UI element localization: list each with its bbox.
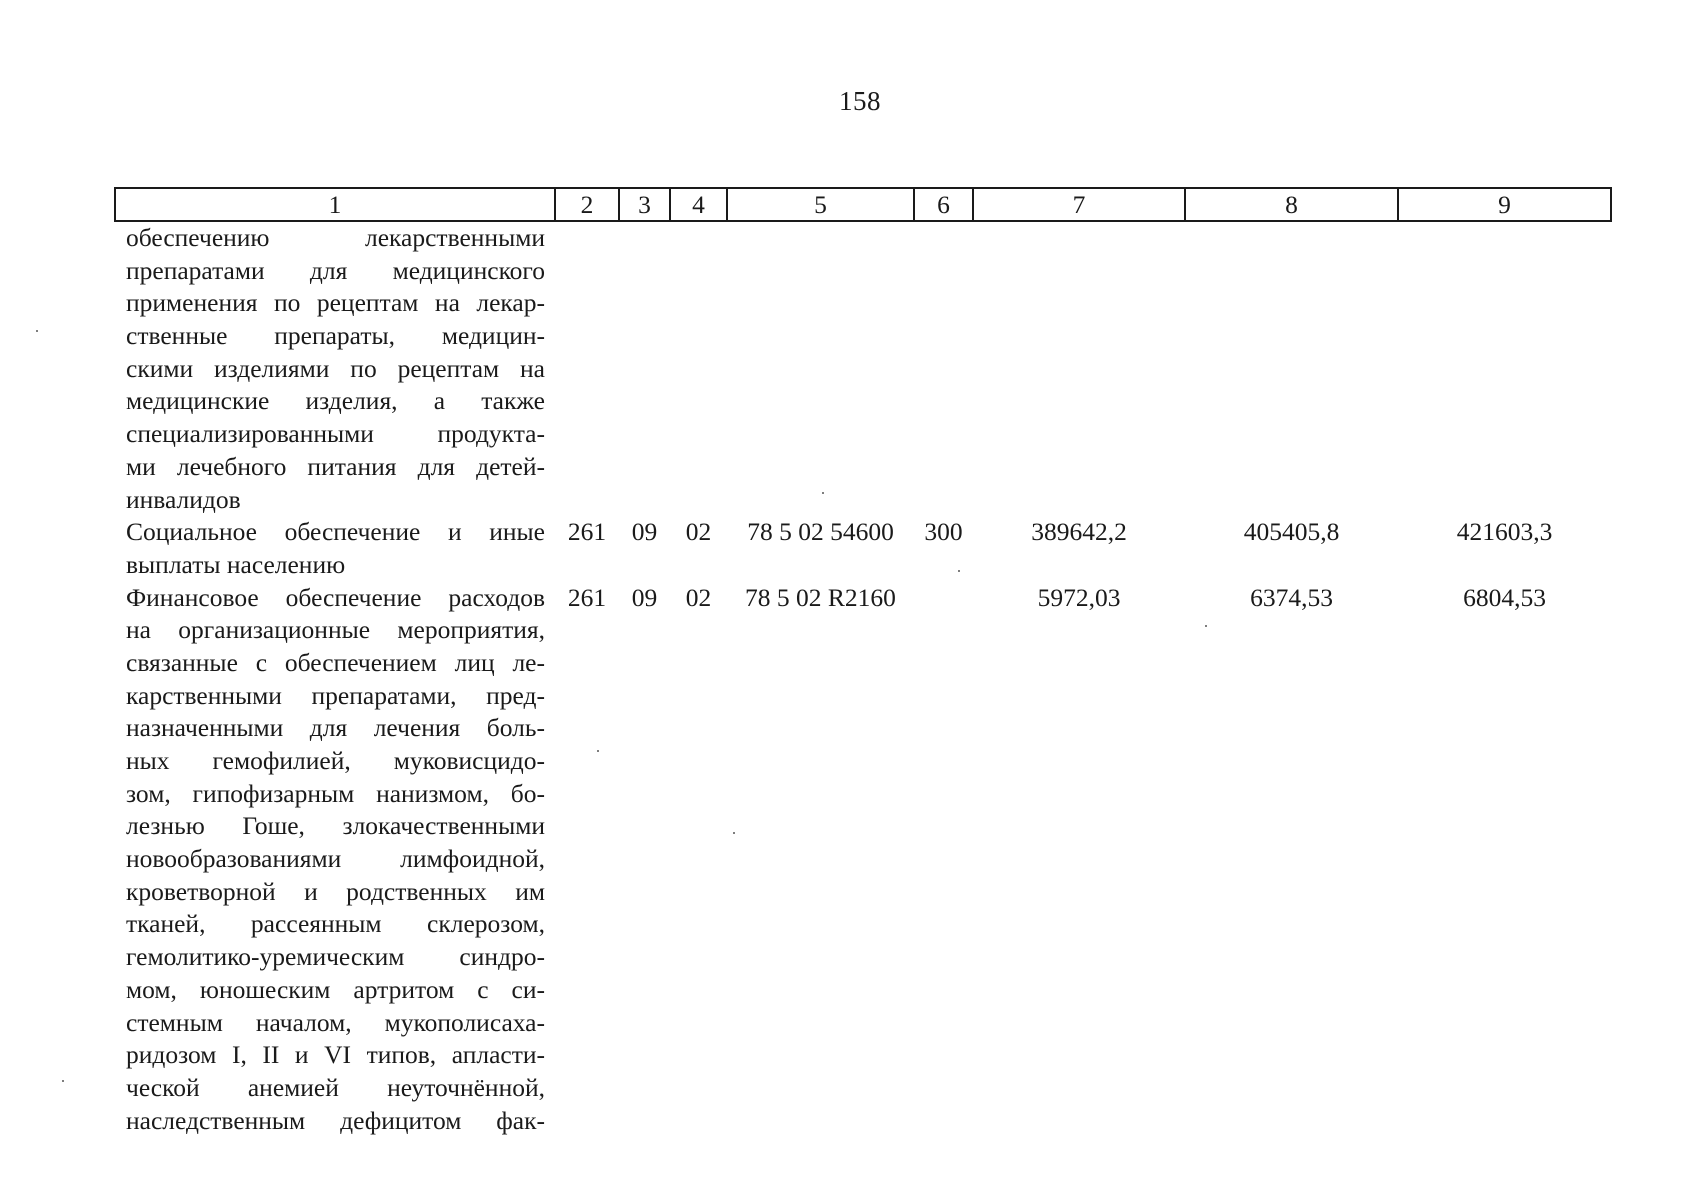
description-line: наследственным дефицитом фак-: [126, 1105, 545, 1135]
cell-col-6: [914, 221, 973, 516]
header-cell-8: 8: [1185, 188, 1398, 221]
cell-col-4: [670, 221, 727, 516]
description-line: гемолитико-уремическим синдро-: [126, 942, 545, 972]
cell-col-5: 78 5 02 R2160: [745, 582, 896, 612]
budget-table: [114, 187, 1612, 1137]
row-description: [115, 582, 555, 1138]
header-row: [115, 188, 1611, 221]
description-line: ных гемофилией, муковисцидо-: [126, 746, 545, 775]
cell-col-4: 02: [685, 582, 712, 612]
description-line: мом, юношеским артритом с си-: [126, 974, 545, 1004]
scan-speck: [733, 832, 735, 834]
description-line: специализированными продукта-: [126, 419, 545, 449]
scan-speck: [958, 570, 960, 572]
cell-col-6: [914, 582, 973, 1138]
table-body: [115, 221, 1611, 1137]
cell-col-2: 261: [567, 582, 607, 612]
scan-speck: [822, 492, 824, 494]
scan-speck: [597, 750, 599, 752]
scan-speck: [62, 1080, 64, 1082]
header-cell-3: 3: [619, 188, 670, 221]
description-line: инвалидов: [126, 484, 241, 514]
description-line: на организационные мероприятия,: [126, 615, 545, 645]
description-line: ственные препараты, медицин-: [126, 321, 545, 351]
header-cell-1: 1: [115, 188, 555, 221]
scan-speck: [1205, 625, 1207, 627]
description-line: обеспечению лекарственными: [126, 223, 545, 252]
header-cell-9: 9: [1398, 188, 1611, 221]
cell-col-9: 6804,53: [1463, 582, 1546, 612]
description-line: применения по рецептам на лекар-: [126, 288, 545, 318]
cell-col-3: 09: [631, 517, 658, 547]
header-cell-4: 4: [670, 188, 727, 221]
description-line: скими изделиями по рецептам на: [126, 353, 545, 383]
cell-col-3: 09: [631, 582, 658, 612]
description-line: выплаты населению: [126, 549, 346, 579]
description-line: связанные с обеспечением лиц ле-: [126, 647, 545, 677]
description-line: тканей, рассеянным склерозом,: [126, 909, 545, 939]
table-row: [115, 582, 1611, 1138]
description-line: кроветворной и родственных им: [126, 876, 545, 906]
table-row: [115, 221, 1611, 516]
cell-col-2: 261: [567, 517, 607, 547]
cell-col-9: [1398, 221, 1611, 516]
description-line: Социальное обеспечение и иные: [126, 517, 545, 547]
description-line: лезнью Гоше, злокачественными: [126, 811, 545, 841]
cell-col-7: 5972,03: [1037, 582, 1121, 612]
header-cell-2: 2: [555, 188, 619, 221]
description-line: ридозом I, II и VI типов, апласти-: [126, 1040, 545, 1070]
description-line: ческой анемией неуточнённой,: [126, 1072, 545, 1102]
row-description: [115, 516, 555, 581]
cell-col-8: 6374,53: [1250, 582, 1333, 612]
page-number: 158: [839, 86, 881, 116]
cell-col-4: 02: [685, 517, 712, 547]
table-row: [115, 516, 1611, 581]
description-line: медицинские изделия, а также: [126, 386, 545, 416]
description-line: зом, гипофизарным нанизмом, бо-: [126, 778, 545, 808]
description-line: назначенными для лечения боль-: [126, 713, 545, 743]
header-cell-5: 5: [727, 188, 914, 221]
description-line: новообразованиями лимфоидной,: [126, 844, 545, 874]
cell-col-5: 78 5 02 54600: [747, 517, 894, 547]
cell-col-8: [1185, 221, 1398, 516]
cell-col-7: [973, 221, 1185, 516]
description-line: карственными препаратами, пред-: [126, 680, 545, 710]
cell-col-5: [727, 221, 914, 516]
description-line: Финансовое обеспечение расходов: [126, 582, 545, 612]
cell-col-9: 421603,3: [1456, 517, 1553, 547]
header-cell-7: 7: [973, 188, 1185, 221]
table-header: [115, 188, 1611, 221]
cell-col-7: 389642,2: [1031, 517, 1127, 547]
description-line: ми лечебного питания для детей-: [126, 451, 545, 481]
cell-col-2: [555, 221, 619, 516]
description-line: препаратами для медицинского: [126, 255, 545, 285]
description-line: стемным началом, мукополисаха-: [126, 1007, 545, 1037]
cell-col-6: 300: [924, 517, 963, 547]
scan-speck: [36, 330, 38, 332]
row-description: [115, 221, 555, 516]
cell-col-3: [619, 221, 670, 516]
cell-col-8: 405405,8: [1243, 517, 1340, 547]
header-cell-6: 6: [914, 188, 973, 221]
